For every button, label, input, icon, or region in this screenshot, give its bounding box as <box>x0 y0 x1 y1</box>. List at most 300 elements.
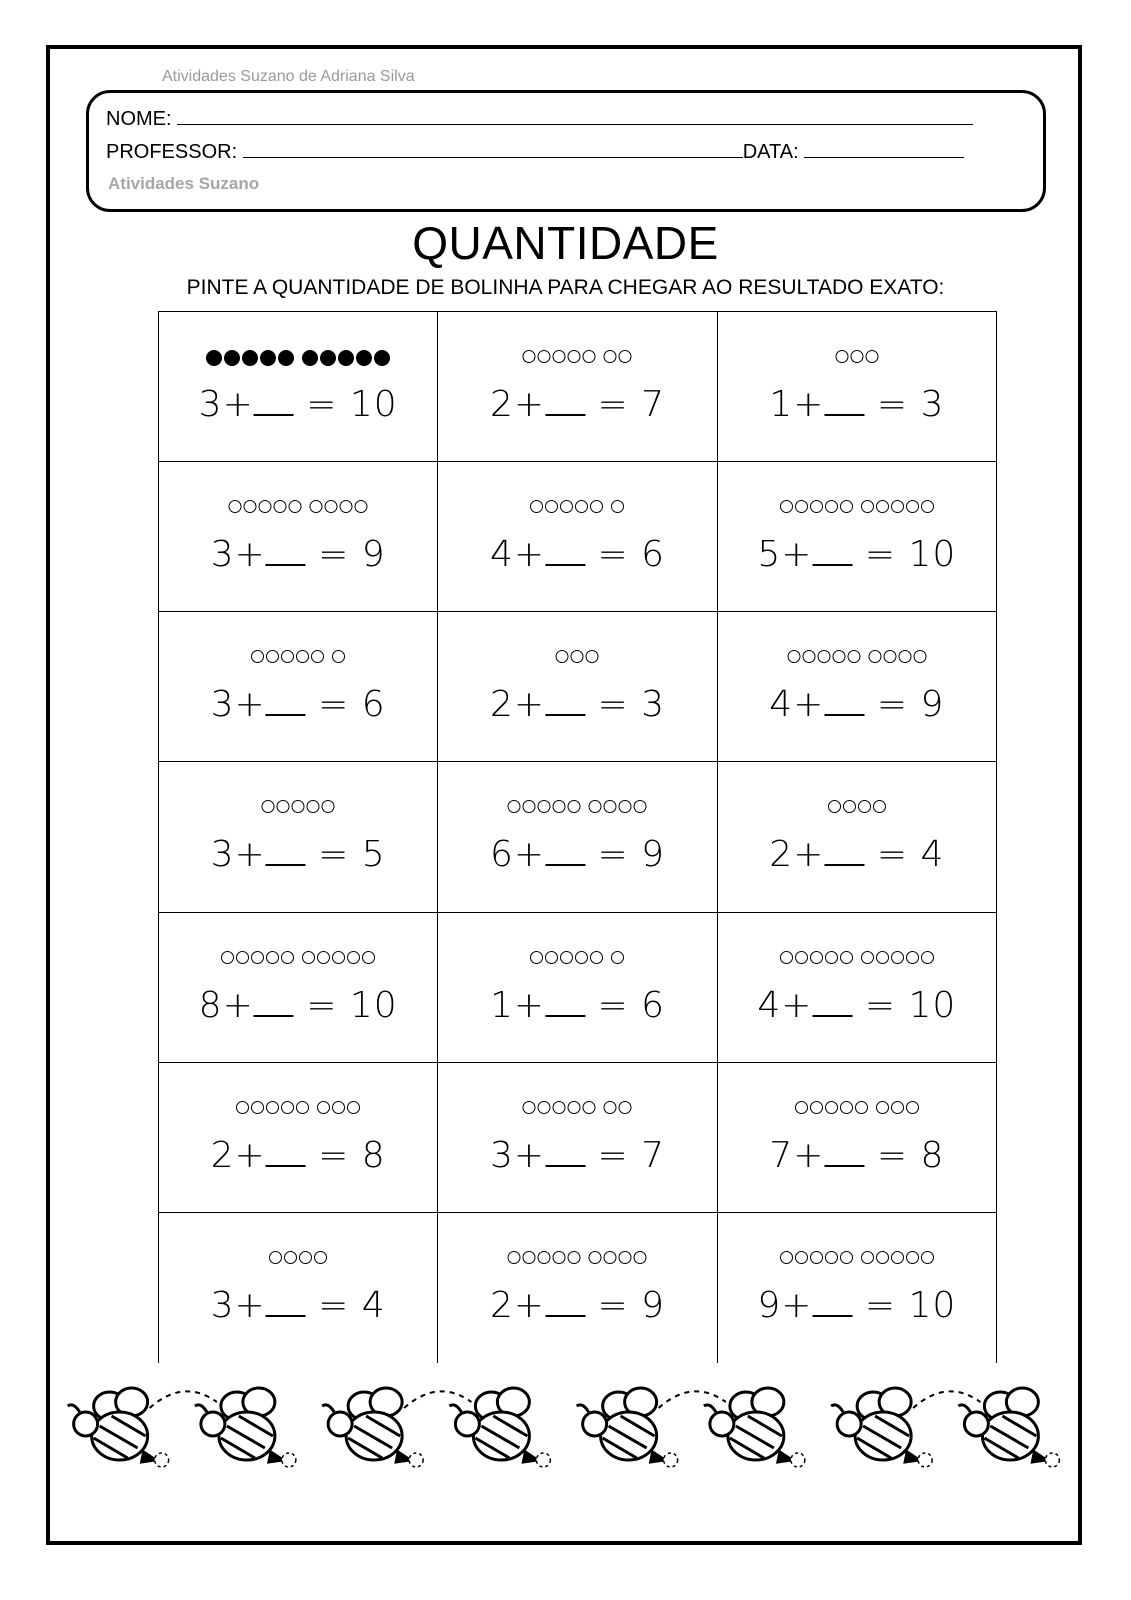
equals-sign: = <box>864 834 921 876</box>
empty-circle[interactable] <box>795 1251 808 1264</box>
empty-circle[interactable] <box>556 650 569 663</box>
answer-blank[interactable] <box>545 1287 585 1317</box>
empty-circle[interactable] <box>780 500 793 513</box>
exercise-cell <box>159 1213 438 1363</box>
result: 6 <box>641 984 666 1026</box>
addend: 3 <box>489 1134 514 1176</box>
empty-circle[interactable] <box>311 650 324 663</box>
equation <box>211 1285 386 1326</box>
bee-icon <box>68 1388 169 1467</box>
empty-circle[interactable] <box>289 500 302 513</box>
empty-circle[interactable] <box>530 500 543 513</box>
empty-circle[interactable] <box>850 350 863 363</box>
addend: 3 <box>210 834 235 876</box>
equation <box>490 534 665 575</box>
answer-blank[interactable] <box>824 686 864 716</box>
empty-circle[interactable] <box>523 1251 536 1264</box>
empty-circle[interactable] <box>810 1251 823 1264</box>
empty-circle[interactable] <box>634 800 647 813</box>
empty-circle[interactable] <box>236 951 249 964</box>
result: 7 <box>641 1134 666 1176</box>
circle-row <box>251 650 345 663</box>
equals-sign: = <box>293 384 350 425</box>
equation <box>211 534 386 575</box>
circle-row <box>835 350 878 363</box>
equation <box>490 384 665 425</box>
empty-circle[interactable] <box>553 350 566 363</box>
empty-circle[interactable] <box>891 951 904 964</box>
exercise-cell <box>718 462 997 612</box>
empty-circle[interactable] <box>873 800 886 813</box>
addend: 4 <box>489 534 514 576</box>
bee-icon <box>449 1388 550 1467</box>
empty-circle[interactable] <box>840 951 853 964</box>
result: 6 <box>641 534 666 576</box>
empty-circle[interactable] <box>865 350 878 363</box>
empty-circle[interactable] <box>538 350 551 363</box>
empty-circle[interactable] <box>780 951 793 964</box>
circle-row <box>269 1251 327 1264</box>
empty-circle[interactable] <box>508 800 521 813</box>
exercise-cell <box>718 762 997 912</box>
empty-circle[interactable] <box>589 1251 602 1264</box>
empty-circle[interactable] <box>835 350 848 363</box>
bee-icon <box>577 1388 678 1467</box>
circle-row <box>221 951 375 964</box>
empty-circle[interactable] <box>586 650 599 663</box>
empty-circle[interactable] <box>325 500 338 513</box>
empty-circle[interactable] <box>575 500 588 513</box>
plus-sign: + <box>234 684 266 726</box>
empty-circle[interactable] <box>281 951 294 964</box>
equals-sign: = <box>305 1134 362 1176</box>
empty-circle[interactable] <box>604 1251 617 1264</box>
exercise-cell <box>438 1063 717 1213</box>
empty-circle[interactable] <box>362 951 375 964</box>
filled-circle[interactable] <box>320 350 336 366</box>
empty-circle[interactable] <box>913 650 926 663</box>
exercise-cell <box>718 913 997 1063</box>
equation <box>199 985 398 1026</box>
answer-blank[interactable] <box>266 686 306 716</box>
empty-circle[interactable] <box>317 1101 330 1114</box>
empty-circle[interactable] <box>825 1101 838 1114</box>
equation <box>769 834 944 875</box>
empty-circle[interactable] <box>538 800 551 813</box>
empty-circle[interactable] <box>545 500 558 513</box>
empty-circle[interactable] <box>795 500 808 513</box>
name-line <box>106 106 973 131</box>
answer-blank[interactable] <box>266 536 306 566</box>
exercise-cell <box>159 1063 438 1213</box>
empty-circle[interactable] <box>571 650 584 663</box>
empty-circle[interactable] <box>906 1251 919 1264</box>
empty-circle[interactable] <box>611 951 624 964</box>
empty-circle[interactable] <box>314 1251 327 1264</box>
result: 10 <box>908 984 957 1026</box>
filled-circle[interactable] <box>260 350 276 366</box>
exercise-cell <box>718 1213 997 1363</box>
empty-circle[interactable] <box>787 650 800 663</box>
answer-blank[interactable] <box>824 836 864 866</box>
plus-sign: + <box>513 984 546 1026</box>
empty-circle[interactable] <box>347 1101 360 1114</box>
answer-blank[interactable] <box>266 836 306 866</box>
empty-circle[interactable] <box>251 951 264 964</box>
empty-circle[interactable] <box>281 650 294 663</box>
empty-circle[interactable] <box>508 1251 521 1264</box>
plus-sign: + <box>513 834 546 876</box>
empty-circle[interactable] <box>269 1251 282 1264</box>
empty-circle[interactable] <box>780 1251 793 1264</box>
empty-circle[interactable] <box>876 500 889 513</box>
empty-circle[interactable] <box>810 500 823 513</box>
exercise-cell <box>718 612 997 762</box>
empty-circle[interactable] <box>545 951 558 964</box>
empty-circle[interactable] <box>299 1251 312 1264</box>
answer-blank[interactable] <box>254 987 294 1017</box>
circle-row <box>229 500 368 513</box>
empty-circle[interactable] <box>604 800 617 813</box>
addend: 1 <box>489 984 514 1026</box>
filled-circle[interactable] <box>374 350 390 366</box>
teacher-field[interactable] <box>243 139 743 158</box>
result: 9 <box>920 684 945 726</box>
empty-circle[interactable] <box>604 350 617 363</box>
empty-circle[interactable] <box>244 500 257 513</box>
empty-circle[interactable] <box>891 1101 904 1114</box>
empty-circle[interactable] <box>906 951 919 964</box>
empty-circle[interactable] <box>810 1101 823 1114</box>
teacher-label: PROFESSOR: <box>106 141 238 163</box>
empty-circle[interactable] <box>891 1251 904 1264</box>
empty-circle[interactable] <box>332 951 345 964</box>
answer-blank[interactable] <box>545 386 585 416</box>
result: 8 <box>361 1134 386 1176</box>
empty-circle[interactable] <box>825 1251 838 1264</box>
equation <box>211 684 386 725</box>
circle-row <box>530 500 624 513</box>
plus-sign: + <box>222 384 254 425</box>
plus-sign: + <box>234 1134 266 1176</box>
equals-sign: = <box>864 384 921 425</box>
empty-circle[interactable] <box>266 1101 279 1114</box>
empty-circle[interactable] <box>266 951 279 964</box>
answer-blank[interactable] <box>266 1137 306 1167</box>
empty-circle[interactable] <box>876 951 889 964</box>
bee-icon <box>831 1388 932 1467</box>
plus-sign: + <box>793 834 825 876</box>
empty-circle[interactable] <box>560 951 573 964</box>
empty-circle[interactable] <box>236 1101 249 1114</box>
watermark-top: Atividades Suzano de Adriana Silva <box>162 68 415 85</box>
empty-circle[interactable] <box>322 800 335 813</box>
empty-circle[interactable] <box>302 951 315 964</box>
equation <box>490 985 665 1026</box>
addend: 3 <box>210 684 235 726</box>
equation <box>211 1135 386 1176</box>
empty-circle[interactable] <box>619 1251 632 1264</box>
equation <box>769 384 944 425</box>
empty-circle[interactable] <box>523 350 536 363</box>
empty-circle[interactable] <box>568 1251 581 1264</box>
empty-circle[interactable] <box>355 500 368 513</box>
empty-circle[interactable] <box>861 951 874 964</box>
circle-row <box>523 1101 632 1114</box>
empty-circle[interactable] <box>921 1251 934 1264</box>
empty-circle[interactable] <box>340 500 353 513</box>
empty-circle[interactable] <box>840 1101 853 1114</box>
empty-circle[interactable] <box>817 650 830 663</box>
filled-circle[interactable] <box>242 350 258 366</box>
empty-circle[interactable] <box>259 500 272 513</box>
plus-sign: + <box>222 984 254 1026</box>
addend: 7 <box>769 1134 794 1176</box>
answer-blank[interactable] <box>254 386 294 416</box>
empty-circle[interactable] <box>332 1101 345 1114</box>
empty-circle[interactable] <box>604 1101 617 1114</box>
answer-blank[interactable] <box>545 1137 585 1167</box>
result: 3 <box>641 684 666 726</box>
empty-circle[interactable] <box>332 650 345 663</box>
result: 8 <box>920 1134 945 1176</box>
empty-circle[interactable] <box>876 1101 889 1114</box>
filled-circle[interactable] <box>224 350 240 366</box>
circle-row <box>508 1251 647 1264</box>
empty-circle[interactable] <box>619 1101 632 1114</box>
empty-circle[interactable] <box>347 951 360 964</box>
empty-circle[interactable] <box>568 1101 581 1114</box>
plus-sign: + <box>513 684 546 726</box>
plus-sign: + <box>781 1284 813 1326</box>
circle-row <box>828 800 886 813</box>
equals-sign: = <box>864 1134 921 1176</box>
result: 10 <box>908 534 957 576</box>
empty-circle[interactable] <box>855 1101 868 1114</box>
date-label: DATA: <box>742 141 799 163</box>
instruction-text: PINTE A QUANTIDADE DE BOLINHA PARA CHEGAR AO RESULTADO EXATO: <box>186 276 945 299</box>
empty-circle[interactable] <box>274 500 287 513</box>
exercise-cell <box>159 462 438 612</box>
empty-circle[interactable] <box>828 800 841 813</box>
empty-circle[interactable] <box>921 951 934 964</box>
empty-circle[interactable] <box>560 500 573 513</box>
empty-circle[interactable] <box>891 500 904 513</box>
equals-sign: = <box>585 1134 642 1176</box>
answer-blank[interactable] <box>545 686 585 716</box>
result: 9 <box>361 534 386 576</box>
empty-circle[interactable] <box>583 350 596 363</box>
empty-circle[interactable] <box>825 500 838 513</box>
filled-circle[interactable] <box>302 350 318 366</box>
empty-circle[interactable] <box>840 1251 853 1264</box>
empty-circle[interactable] <box>307 800 320 813</box>
watermark-box: Atividades Suzano <box>108 174 260 193</box>
result: 7 <box>641 384 666 425</box>
plus-sign: + <box>781 984 813 1026</box>
exercise-cell <box>438 612 717 762</box>
answer-blank[interactable] <box>824 1137 864 1167</box>
equation <box>757 534 956 575</box>
empty-circle[interactable] <box>221 951 234 964</box>
empty-circle[interactable] <box>589 800 602 813</box>
exercise-cell <box>438 462 717 612</box>
empty-circle[interactable] <box>284 1251 297 1264</box>
empty-circle[interactable] <box>583 1101 596 1114</box>
circle-row <box>780 1251 934 1264</box>
empty-circle[interactable] <box>883 650 896 663</box>
empty-circle[interactable] <box>861 1251 874 1264</box>
result: 9 <box>641 1284 666 1326</box>
empty-circle[interactable] <box>568 350 581 363</box>
answer-blank[interactable] <box>266 1287 306 1317</box>
empty-circle[interactable] <box>281 1101 294 1114</box>
answer-blank[interactable] <box>812 987 852 1017</box>
circle-row <box>780 951 934 964</box>
empty-circle[interactable] <box>795 951 808 964</box>
plus-sign: + <box>793 384 825 425</box>
name-label: NOME: <box>106 108 172 130</box>
plus-sign: + <box>234 1284 266 1326</box>
plus-sign: + <box>513 1134 546 1176</box>
empty-circle[interactable] <box>553 1101 566 1114</box>
empty-circle[interactable] <box>575 951 588 964</box>
empty-circle[interactable] <box>251 1101 264 1114</box>
date-field[interactable] <box>804 139 964 158</box>
circle-row <box>236 1101 360 1114</box>
equation <box>199 384 398 425</box>
empty-circle[interactable] <box>262 800 275 813</box>
exercise-cell <box>438 913 717 1063</box>
empty-circle[interactable] <box>229 500 242 513</box>
equals-sign: = <box>864 684 921 726</box>
empty-circle[interactable] <box>296 1101 309 1114</box>
addend: 9 <box>757 1284 782 1326</box>
empty-circle[interactable] <box>251 650 264 663</box>
empty-circle[interactable] <box>795 1101 808 1114</box>
addend: 1 <box>769 384 794 425</box>
equation <box>757 1285 956 1326</box>
empty-circle[interactable] <box>810 951 823 964</box>
empty-circle[interactable] <box>317 951 330 964</box>
filled-circle[interactable] <box>206 350 222 366</box>
empty-circle[interactable] <box>277 800 290 813</box>
empty-circle[interactable] <box>266 650 279 663</box>
addend: 3 <box>198 384 223 425</box>
empty-circle[interactable] <box>840 500 853 513</box>
addend: 2 <box>489 684 514 726</box>
empty-circle[interactable] <box>590 500 603 513</box>
equation <box>211 834 386 875</box>
answer-blank[interactable] <box>824 386 864 416</box>
empty-circle[interactable] <box>634 1251 647 1264</box>
empty-circle[interactable] <box>847 650 860 663</box>
addend: 6 <box>489 834 514 876</box>
empty-circle[interactable] <box>310 500 323 513</box>
equals-sign: = <box>852 984 909 1026</box>
addend: 3 <box>210 534 235 576</box>
teacher-date-line <box>106 139 964 164</box>
filled-circle[interactable] <box>338 350 354 366</box>
equation <box>490 1285 665 1326</box>
empty-circle[interactable] <box>898 650 911 663</box>
equation <box>769 684 944 725</box>
empty-circle[interactable] <box>538 1101 551 1114</box>
name-field[interactable] <box>177 106 973 125</box>
equals-sign: = <box>585 834 642 876</box>
answer-blank[interactable] <box>812 536 852 566</box>
empty-circle[interactable] <box>296 650 309 663</box>
empty-circle[interactable] <box>843 800 856 813</box>
equals-sign: = <box>305 834 362 876</box>
equation <box>490 834 665 875</box>
empty-circle[interactable] <box>825 951 838 964</box>
equals-sign: = <box>585 384 642 425</box>
empty-circle[interactable] <box>921 500 934 513</box>
page-title: QUANTIDADE <box>412 217 719 269</box>
filled-circle[interactable] <box>278 350 294 366</box>
equals-sign: = <box>852 1284 909 1326</box>
empty-circle[interactable] <box>611 500 624 513</box>
equals-sign: = <box>305 1284 362 1326</box>
answer-blank[interactable] <box>545 836 585 866</box>
equals-sign: = <box>585 1284 642 1326</box>
bee-icon <box>704 1388 805 1467</box>
exercise-cell <box>159 612 438 762</box>
result: 10 <box>349 384 398 425</box>
equals-sign: = <box>585 984 642 1026</box>
equals-sign: = <box>852 534 909 576</box>
empty-circle[interactable] <box>802 650 815 663</box>
empty-circle[interactable] <box>523 1101 536 1114</box>
answer-blank[interactable] <box>812 1287 852 1317</box>
empty-circle[interactable] <box>292 800 305 813</box>
empty-circle[interactable] <box>906 1101 919 1114</box>
addend: 4 <box>757 984 782 1026</box>
empty-circle[interactable] <box>530 951 543 964</box>
equals-sign: = <box>293 984 350 1026</box>
empty-circle[interactable] <box>858 800 871 813</box>
empty-circle[interactable] <box>619 350 632 363</box>
empty-circle[interactable] <box>868 650 881 663</box>
result: 9 <box>641 834 666 876</box>
empty-circle[interactable] <box>553 800 566 813</box>
empty-circle[interactable] <box>523 800 536 813</box>
empty-circle[interactable] <box>568 800 581 813</box>
circle-row <box>795 1101 919 1114</box>
plus-sign: + <box>793 1134 825 1176</box>
empty-circle[interactable] <box>876 1251 889 1264</box>
result: 10 <box>908 1284 957 1326</box>
empty-circle[interactable] <box>832 650 845 663</box>
exercise-cell <box>438 1213 717 1363</box>
empty-circle[interactable] <box>906 500 919 513</box>
exercise-grid <box>158 311 997 1363</box>
filled-circle[interactable] <box>356 350 372 366</box>
empty-circle[interactable] <box>538 1251 551 1264</box>
circle-row <box>508 800 647 813</box>
result: 4 <box>361 1284 386 1326</box>
empty-circle[interactable] <box>619 800 632 813</box>
empty-circle[interactable] <box>553 1251 566 1264</box>
empty-circle[interactable] <box>590 951 603 964</box>
empty-circle[interactable] <box>861 500 874 513</box>
answer-blank[interactable] <box>545 536 585 566</box>
equation <box>769 1135 944 1176</box>
equals-sign: = <box>305 534 362 576</box>
addend: 2 <box>210 1134 235 1176</box>
answer-blank[interactable] <box>545 987 585 1017</box>
